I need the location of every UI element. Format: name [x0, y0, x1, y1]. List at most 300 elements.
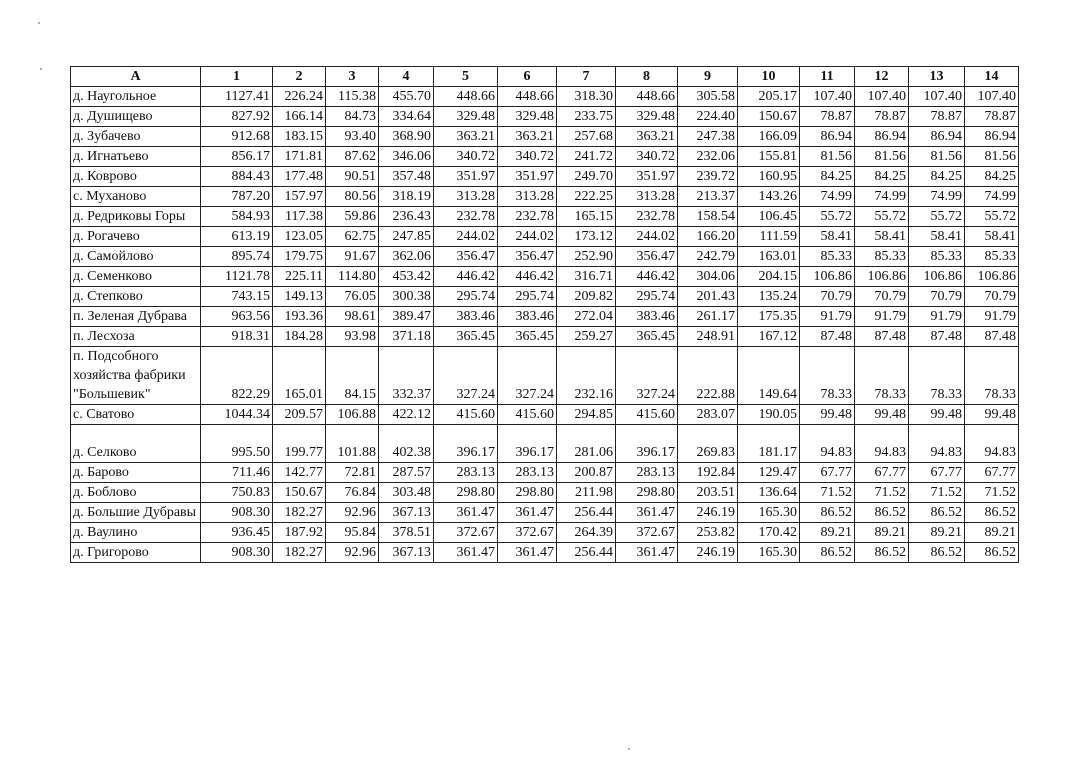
value-cell: 171.81	[273, 147, 326, 167]
value-cell: 584.93	[201, 207, 273, 227]
value-cell: 84.25	[855, 167, 909, 187]
value-cell: 193.36	[273, 307, 326, 327]
value-cell: 99.48	[800, 405, 855, 425]
value-cell: 361.47	[616, 503, 678, 523]
value-cell: 106.45	[738, 207, 800, 227]
settlement-name-cell: п. Лесхоза	[71, 327, 201, 347]
value-cell: 1121.78	[201, 267, 273, 287]
value-cell: 283.07	[678, 405, 738, 425]
column-header: 7	[557, 67, 616, 87]
value-cell: 269.83	[678, 425, 738, 463]
value-cell: 142.77	[273, 463, 326, 483]
table-row	[71, 307, 1019, 327]
table-row	[71, 247, 1019, 267]
value-cell: 76.84	[326, 483, 379, 503]
value-cell: 89.21	[965, 523, 1019, 543]
value-cell: 340.72	[434, 147, 498, 167]
value-cell: 58.41	[800, 227, 855, 247]
value-cell: 81.56	[909, 147, 965, 167]
value-cell: 295.74	[616, 287, 678, 307]
value-cell: 91.79	[855, 307, 909, 327]
value-cell: 95.84	[326, 523, 379, 543]
value-cell: 294.85	[557, 405, 616, 425]
value-cell: 283.13	[498, 463, 557, 483]
value-cell: 232.78	[434, 207, 498, 227]
value-cell: 372.67	[498, 523, 557, 543]
value-cell: 55.72	[855, 207, 909, 227]
value-cell: 252.90	[557, 247, 616, 267]
value-cell: 295.74	[434, 287, 498, 307]
settlement-name-cell: д. Коврово	[71, 167, 201, 187]
value-cell: 1127.41	[201, 87, 273, 107]
value-cell: 74.99	[965, 187, 1019, 207]
value-cell: 918.31	[201, 327, 273, 347]
value-cell: 356.47	[434, 247, 498, 267]
value-cell: 247.85	[379, 227, 434, 247]
value-cell: 157.97	[273, 187, 326, 207]
value-cell: 396.17	[498, 425, 557, 463]
value-cell: 67.77	[909, 463, 965, 483]
value-cell: 415.60	[498, 405, 557, 425]
value-cell: 150.67	[273, 483, 326, 503]
value-cell: 85.33	[909, 247, 965, 267]
settlement-name-cell: д. Редриковы Горы	[71, 207, 201, 227]
value-cell: 305.58	[678, 87, 738, 107]
value-cell: 155.81	[738, 147, 800, 167]
value-cell: 298.80	[434, 483, 498, 503]
value-cell: 179.75	[273, 247, 326, 267]
value-cell: 244.02	[616, 227, 678, 247]
value-cell: 81.56	[800, 147, 855, 167]
value-cell: 383.46	[434, 307, 498, 327]
table-row	[71, 87, 1019, 107]
value-cell: 165.30	[738, 543, 800, 563]
settlement-name-cell: с. Муханово	[71, 187, 201, 207]
value-cell: 76.05	[326, 287, 379, 307]
value-cell: 87.62	[326, 147, 379, 167]
value-cell: 93.40	[326, 127, 379, 147]
value-cell: 351.97	[616, 167, 678, 187]
value-cell: 84.25	[965, 167, 1019, 187]
scan-speck	[40, 68, 42, 70]
value-cell: 94.83	[855, 425, 909, 463]
settlement-name-cell: с. Сватово	[71, 405, 201, 425]
value-cell: 84.15	[326, 347, 379, 405]
table-row	[71, 167, 1019, 187]
table-row	[71, 267, 1019, 287]
value-cell: 84.25	[909, 167, 965, 187]
value-cell: 351.97	[434, 167, 498, 187]
value-cell: 365.45	[616, 327, 678, 347]
value-cell: 368.90	[379, 127, 434, 147]
value-cell: 363.21	[434, 127, 498, 147]
value-cell: 81.56	[855, 147, 909, 167]
value-cell: 70.79	[965, 287, 1019, 307]
table-row	[71, 503, 1019, 523]
value-cell: 361.47	[616, 543, 678, 563]
value-cell: 334.64	[379, 107, 434, 127]
value-cell: 90.51	[326, 167, 379, 187]
column-header: 10	[738, 67, 800, 87]
value-cell: 99.48	[965, 405, 1019, 425]
value-cell: 199.77	[273, 425, 326, 463]
value-cell: 316.71	[557, 267, 616, 287]
value-cell: 389.47	[379, 307, 434, 327]
settlement-name-cell: д. Большие Дубравы	[71, 503, 201, 523]
value-cell: 143.26	[738, 187, 800, 207]
settlement-name-cell: д. Селково	[71, 425, 201, 463]
value-cell: 74.99	[855, 187, 909, 207]
value-cell: 313.28	[616, 187, 678, 207]
table-row	[71, 127, 1019, 147]
value-cell: 84.25	[800, 167, 855, 187]
value-cell: 340.72	[616, 147, 678, 167]
value-cell: 787.20	[201, 187, 273, 207]
value-cell: 396.17	[616, 425, 678, 463]
value-cell: 236.43	[379, 207, 434, 227]
value-cell: 226.24	[273, 87, 326, 107]
value-cell: 55.72	[965, 207, 1019, 227]
table-row	[71, 483, 1019, 503]
value-cell: 313.28	[434, 187, 498, 207]
value-cell: 912.68	[201, 127, 273, 147]
value-cell: 158.54	[678, 207, 738, 227]
value-cell: 448.66	[434, 87, 498, 107]
value-cell: 86.94	[965, 127, 1019, 147]
value-cell: 332.37	[379, 347, 434, 405]
value-cell: 256.44	[557, 503, 616, 523]
value-cell: 283.13	[616, 463, 678, 483]
value-cell: 371.18	[379, 327, 434, 347]
value-cell: 74.99	[800, 187, 855, 207]
value-cell: 213.37	[678, 187, 738, 207]
value-cell: 298.80	[498, 483, 557, 503]
value-cell: 936.45	[201, 523, 273, 543]
table-row	[71, 425, 1019, 463]
value-cell: 87.48	[800, 327, 855, 347]
value-cell: 372.67	[434, 523, 498, 543]
value-cell: 200.87	[557, 463, 616, 483]
value-cell: 86.52	[965, 503, 1019, 523]
value-cell: 995.50	[201, 425, 273, 463]
value-cell: 205.17	[738, 87, 800, 107]
value-cell: 86.94	[855, 127, 909, 147]
value-cell: 224.40	[678, 107, 738, 127]
value-cell: 272.04	[557, 307, 616, 327]
column-header: 3	[326, 67, 379, 87]
value-cell: 101.88	[326, 425, 379, 463]
value-cell: 89.21	[909, 523, 965, 543]
table-row	[71, 107, 1019, 127]
value-cell: 115.38	[326, 87, 379, 107]
value-cell: 298.80	[616, 483, 678, 503]
value-cell: 244.02	[434, 227, 498, 247]
value-cell: 383.46	[616, 307, 678, 327]
value-cell: 396.17	[434, 425, 498, 463]
value-cell: 225.11	[273, 267, 326, 287]
value-cell: 107.40	[855, 87, 909, 107]
value-cell: 86.52	[909, 543, 965, 563]
value-cell: 89.21	[800, 523, 855, 543]
value-cell: 59.86	[326, 207, 379, 227]
value-cell: 58.41	[965, 227, 1019, 247]
value-cell: 114.80	[326, 267, 379, 287]
value-cell: 165.30	[738, 503, 800, 523]
value-cell: 86.52	[855, 543, 909, 563]
value-cell: 453.42	[379, 267, 434, 287]
value-cell: 167.12	[738, 327, 800, 347]
value-cell: 87.48	[965, 327, 1019, 347]
table-row	[71, 187, 1019, 207]
value-cell: 259.27	[557, 327, 616, 347]
value-cell: 363.21	[498, 127, 557, 147]
value-cell: 963.56	[201, 307, 273, 327]
value-cell: 327.24	[498, 347, 557, 405]
value-cell: 346.06	[379, 147, 434, 167]
value-cell: 295.74	[498, 287, 557, 307]
value-cell: 340.72	[498, 147, 557, 167]
value-cell: 55.72	[909, 207, 965, 227]
value-cell: 94.83	[909, 425, 965, 463]
value-cell: 1044.34	[201, 405, 273, 425]
value-cell: 184.28	[273, 327, 326, 347]
value-cell: 249.70	[557, 167, 616, 187]
value-cell: 107.40	[965, 87, 1019, 107]
value-cell: 415.60	[616, 405, 678, 425]
table-row	[71, 147, 1019, 167]
value-cell: 361.47	[434, 543, 498, 563]
value-cell: 367.13	[379, 543, 434, 563]
column-header: 12	[855, 67, 909, 87]
value-cell: 908.30	[201, 503, 273, 523]
value-cell: 173.12	[557, 227, 616, 247]
value-cell: 233.75	[557, 107, 616, 127]
value-cell: 239.72	[678, 167, 738, 187]
value-cell: 222.88	[678, 347, 738, 405]
value-cell: 86.52	[800, 503, 855, 523]
value-cell: 253.82	[678, 523, 738, 543]
value-cell: 86.52	[800, 543, 855, 563]
value-cell: 70.79	[909, 287, 965, 307]
value-cell: 446.42	[498, 267, 557, 287]
value-cell: 448.66	[498, 87, 557, 107]
value-cell: 446.42	[434, 267, 498, 287]
value-cell: 123.05	[273, 227, 326, 247]
value-cell: 204.15	[738, 267, 800, 287]
value-cell: 304.06	[678, 267, 738, 287]
value-cell: 106.86	[909, 267, 965, 287]
value-cell: 183.15	[273, 127, 326, 147]
value-cell: 81.56	[965, 147, 1019, 167]
column-header: 14	[965, 67, 1019, 87]
settlement-name-cell: д. Наугольное	[71, 87, 201, 107]
value-cell: 232.06	[678, 147, 738, 167]
value-cell: 827.92	[201, 107, 273, 127]
value-cell: 356.47	[616, 247, 678, 267]
value-cell: 78.33	[965, 347, 1019, 405]
settlement-name-cell: д. Самойлово	[71, 247, 201, 267]
scan-speck	[38, 22, 40, 24]
value-cell: 351.97	[498, 167, 557, 187]
value-cell: 856.17	[201, 147, 273, 167]
value-cell: 71.52	[800, 483, 855, 503]
value-cell: 908.30	[201, 543, 273, 563]
column-header: 6	[498, 67, 557, 87]
value-cell: 107.40	[800, 87, 855, 107]
value-cell: 165.15	[557, 207, 616, 227]
value-cell: 55.72	[800, 207, 855, 227]
settlement-name-cell: д. Семенково	[71, 267, 201, 287]
value-cell: 248.91	[678, 327, 738, 347]
value-cell: 448.66	[616, 87, 678, 107]
value-cell: 750.83	[201, 483, 273, 503]
value-cell: 329.48	[498, 107, 557, 127]
value-cell: 99.48	[855, 405, 909, 425]
value-cell: 85.33	[800, 247, 855, 267]
value-cell: 67.77	[800, 463, 855, 483]
value-cell: 365.45	[498, 327, 557, 347]
value-cell: 367.13	[379, 503, 434, 523]
value-cell: 329.48	[616, 107, 678, 127]
value-cell: 357.48	[379, 167, 434, 187]
value-cell: 107.40	[909, 87, 965, 107]
value-cell: 415.60	[434, 405, 498, 425]
value-cell: 187.92	[273, 523, 326, 543]
value-cell: 182.27	[273, 503, 326, 523]
value-cell: 106.86	[800, 267, 855, 287]
value-cell: 264.39	[557, 523, 616, 543]
settlement-name-cell: д. Степково	[71, 287, 201, 307]
settlement-name-cell: д. Игнатьево	[71, 147, 201, 167]
value-cell: 711.46	[201, 463, 273, 483]
value-cell: 99.48	[909, 405, 965, 425]
column-header: 4	[379, 67, 434, 87]
value-cell: 190.05	[738, 405, 800, 425]
value-cell: 71.52	[855, 483, 909, 503]
value-cell: 87.48	[855, 327, 909, 347]
value-cell: 78.87	[800, 107, 855, 127]
table-row	[71, 287, 1019, 307]
settlement-name-cell: д. Душищево	[71, 107, 201, 127]
value-cell: 241.72	[557, 147, 616, 167]
value-cell: 106.88	[326, 405, 379, 425]
value-cell: 211.98	[557, 483, 616, 503]
value-cell: 163.01	[738, 247, 800, 267]
value-cell: 91.67	[326, 247, 379, 267]
document-sheet	[70, 66, 1018, 563]
value-cell: 256.44	[557, 543, 616, 563]
value-cell: 203.51	[678, 483, 738, 503]
value-cell: 166.09	[738, 127, 800, 147]
value-cell: 80.56	[326, 187, 379, 207]
value-cell: 78.33	[855, 347, 909, 405]
value-cell: 222.25	[557, 187, 616, 207]
value-cell: 71.52	[965, 483, 1019, 503]
value-cell: 92.96	[326, 543, 379, 563]
column-header: 13	[909, 67, 965, 87]
value-cell: 91.79	[965, 307, 1019, 327]
value-cell: 232.16	[557, 347, 616, 405]
value-cell: 85.33	[855, 247, 909, 267]
value-cell: 165.01	[273, 347, 326, 405]
value-cell: 613.19	[201, 227, 273, 247]
value-cell: 84.73	[326, 107, 379, 127]
table-row	[71, 523, 1019, 543]
value-cell: 383.46	[498, 307, 557, 327]
settlement-name-cell: д. Боблово	[71, 483, 201, 503]
value-cell: 78.87	[855, 107, 909, 127]
value-cell: 327.24	[434, 347, 498, 405]
table-row	[71, 347, 1019, 405]
value-cell: 329.48	[434, 107, 498, 127]
value-cell: 257.68	[557, 127, 616, 147]
value-cell: 361.47	[498, 503, 557, 523]
value-cell: 455.70	[379, 87, 434, 107]
value-cell: 327.24	[616, 347, 678, 405]
value-cell: 209.82	[557, 287, 616, 307]
value-cell: 247.38	[678, 127, 738, 147]
value-cell: 283.13	[434, 463, 498, 483]
value-cell: 89.21	[855, 523, 909, 543]
value-cell: 378.51	[379, 523, 434, 543]
value-cell: 372.67	[616, 523, 678, 543]
value-cell: 242.79	[678, 247, 738, 267]
value-cell: 111.59	[738, 227, 800, 247]
value-cell: 318.30	[557, 87, 616, 107]
value-cell: 181.17	[738, 425, 800, 463]
value-cell: 86.52	[965, 543, 1019, 563]
value-cell: 78.33	[909, 347, 965, 405]
value-cell: 363.21	[616, 127, 678, 147]
value-cell: 895.74	[201, 247, 273, 267]
table-row	[71, 227, 1019, 247]
value-cell: 303.48	[379, 483, 434, 503]
value-cell: 74.99	[909, 187, 965, 207]
value-cell: 91.79	[800, 307, 855, 327]
value-cell: 232.78	[498, 207, 557, 227]
column-header: 2	[273, 67, 326, 87]
value-cell: 287.57	[379, 463, 434, 483]
value-cell: 86.52	[909, 503, 965, 523]
value-cell: 106.86	[965, 267, 1019, 287]
table-row	[71, 463, 1019, 483]
column-header: 5	[434, 67, 498, 87]
column-header: 8	[616, 67, 678, 87]
value-cell: 78.33	[800, 347, 855, 405]
value-cell: 232.78	[616, 207, 678, 227]
value-cell: 85.33	[965, 247, 1019, 267]
value-cell: 244.02	[498, 227, 557, 247]
value-cell: 182.27	[273, 543, 326, 563]
value-cell: 62.75	[326, 227, 379, 247]
settlement-name-cell: п. Подсобного хозяйства фабрики "Большевик"	[71, 347, 201, 405]
value-cell: 446.42	[616, 267, 678, 287]
value-cell: 87.48	[909, 327, 965, 347]
value-cell: 86.94	[800, 127, 855, 147]
value-cell: 98.61	[326, 307, 379, 327]
value-cell: 149.13	[273, 287, 326, 307]
value-cell: 94.83	[965, 425, 1019, 463]
settlement-name-cell: д. Рогачево	[71, 227, 201, 247]
value-cell: 106.86	[855, 267, 909, 287]
value-cell: 175.35	[738, 307, 800, 327]
column-header: 11	[800, 67, 855, 87]
value-cell: 361.47	[434, 503, 498, 523]
value-cell: 209.57	[273, 405, 326, 425]
value-cell: 201.43	[678, 287, 738, 307]
value-cell: 72.81	[326, 463, 379, 483]
value-cell: 78.87	[965, 107, 1019, 127]
